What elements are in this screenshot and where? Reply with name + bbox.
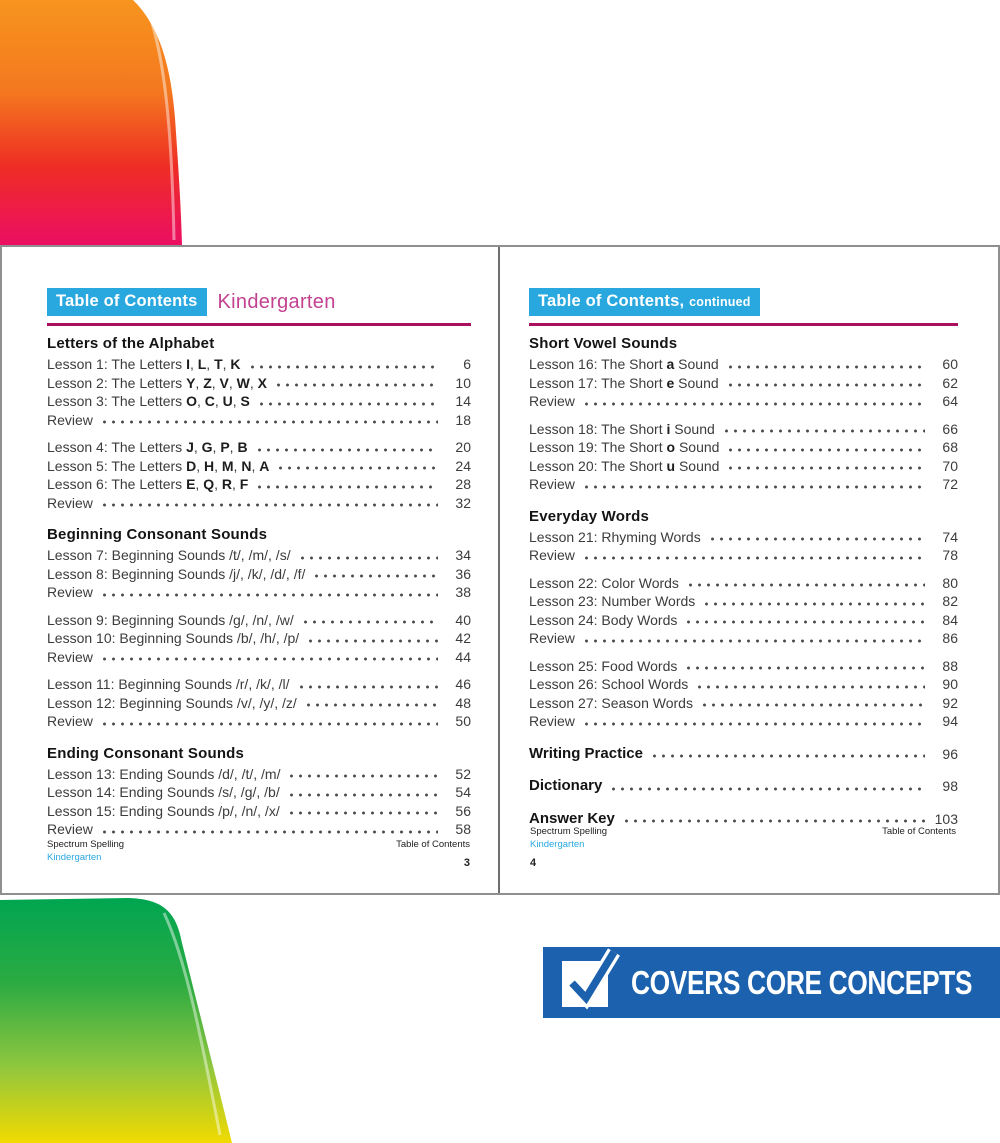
toc-entry [47,802,471,821]
footer-page-number: 3 [463,857,470,869]
toc-entry [47,629,471,648]
toc-entry [529,657,958,676]
toc-badge-suffix: continued [689,295,751,309]
header-rule [529,323,958,326]
dot-leader [312,572,438,580]
dot-leader [100,828,438,836]
toc-entry-label: Lesson 8: Beginning Sounds /j/, /k/, /d/, /f/ [47,565,306,582]
toc-entry [47,648,471,667]
toc-group [47,611,471,667]
toc-entry-page-number: 52 [455,765,471,782]
toc-entry-page-number: 78 [942,547,958,563]
cover-shape-green [0,897,240,1143]
toc-section-heading: Beginning Consonant Sounds [47,526,268,543]
toc-entry-page-number: 20 [455,439,471,455]
toc-entry-label: Review [47,494,93,511]
header-rule [47,323,471,326]
toc-entry-label: Lesson 1: The Letters I, L, T, K [47,356,241,372]
dot-leader [301,618,438,626]
dot-leader [650,752,925,760]
toc-list [529,335,958,828]
toc-list [47,335,471,839]
banner-label: COVERS CORE CONCEPTS [631,963,973,1001]
toc-entry-label: Lesson 22: Color Words [529,574,679,591]
toc-badge-label: Table of Contents [56,292,198,310]
toc-group [529,420,958,494]
dot-leader [276,464,438,472]
dot-leader [248,363,438,371]
toc-entry [47,675,471,694]
toc-page-right [500,247,998,893]
dot-leader [257,400,438,408]
toc-entry-page-number: 88 [942,657,958,674]
toc-entry-label: Lesson 18: The Short i Sound [529,420,715,437]
toc-entry-label: Lesson 3: The Letters O, C, U, S [47,393,250,409]
footer-book-title: Spectrum Spelling [530,826,608,837]
toc-entry [529,592,958,611]
toc-section-heading: Short Vowel Sounds [529,335,678,352]
dot-leader [726,446,925,454]
toc-entry-page-number: 62 [942,374,958,391]
toc-entry-label: Review [47,713,93,729]
dot-leader [684,618,925,626]
toc-section [529,744,958,764]
toc-group [47,765,471,839]
toc-entry-page-number: 86 [942,630,958,646]
toc-entry-page-number: 6 [463,356,471,372]
toc-badge [529,288,760,316]
toc-entry [47,355,471,374]
dot-leader [582,400,925,408]
toc-entry-label: Writing Practice [529,744,643,762]
toc-section [47,335,471,512]
toc-entry-label: Review [529,547,575,563]
toc-entry-page-number: 38 [455,584,471,600]
toc-entry-page-number: 84 [942,611,958,628]
toc-entry-label: Review [47,584,93,600]
page-footer [47,839,470,869]
checkmark-icon [559,949,619,1017]
toc-entry-page-number: 70 [942,457,958,474]
toc-entry [47,765,471,784]
toc-entry-page-number: 32 [455,494,471,511]
covers-core-concepts-banner [543,947,1000,1018]
toc-entry [529,675,958,694]
toc-entry [529,355,958,374]
cover-shape-orange [0,0,190,245]
toc-entry [47,783,471,802]
toc-entry-page-number: 36 [455,565,471,582]
toc-entry [47,392,471,411]
dot-leader [100,501,438,509]
toc-entry-label: Lesson 25: Food Words [529,657,678,674]
toc-entry [529,374,958,393]
toc-entry-page-number: 42 [455,630,471,646]
toc-page-left [2,247,500,893]
toc-entry-label: Review [529,630,575,646]
toc-entry [529,712,958,731]
toc-entry-page-number: 50 [455,713,471,729]
dot-leader [274,381,438,389]
dot-leader [582,554,925,562]
toc-entry [47,494,471,513]
toc-entry [47,374,471,393]
toc-entry-label: Lesson 10: Beginning Sounds /b/, /h/, /p/ [47,630,300,646]
toc-entry-label: Review [47,411,93,428]
toc-entry [47,546,471,565]
footer-grade: Kindergarten [47,852,102,863]
toc-entry-label: Answer Key [529,809,615,827]
toc-entry-label: Review [529,393,575,409]
dot-leader [287,809,438,817]
toc-entry-label: Lesson 16: The Short a Sound [529,356,719,372]
dot-leader [582,720,925,728]
toc-entry [47,411,471,430]
dot-leader [726,464,925,472]
toc-group [529,355,958,411]
footer-grade: Kindergarten [530,839,585,850]
toc-entry-page-number: 96 [942,745,958,762]
toc-entry-page-number: 103 [934,810,958,827]
toc-entry [529,528,958,547]
toc-entry [529,438,958,457]
toc-entry-label: Lesson 11: Beginning Sounds /r/, /k/, /l/ [47,676,290,692]
toc-entry [47,583,471,602]
toc-section-heading: Everyday Words [529,507,650,525]
toc-entry [47,611,471,630]
toc-entry-page-number: 44 [455,648,471,665]
toc-group [529,528,958,565]
toc-entry-page-number: 56 [455,802,471,819]
toc-entry [529,574,958,593]
dot-leader [726,363,925,371]
dot-leader [622,817,925,825]
toc-section-heading: Ending Consonant Sounds [47,744,245,762]
toc-entry-label: Lesson 9: Beginning Sounds /g/, /n/, /w/ [47,611,294,628]
toc-entry-label: Review [47,821,93,837]
toc-group [47,546,471,602]
toc-entry [529,611,958,630]
toc-entry-page-number: 48 [455,694,471,711]
toc-group [529,657,958,731]
toc-entry-page-number: 14 [455,393,471,409]
toc-entry [529,694,958,713]
dot-leader [298,554,438,562]
dot-leader [100,655,438,663]
dot-leader [700,701,925,709]
dot-leader [686,581,925,589]
toc-group [529,574,958,648]
dot-leader [100,418,438,426]
footer-page-number: 4 [530,857,537,869]
dot-leader [684,664,925,672]
toc-entry [47,565,471,584]
dot-leader [287,772,438,780]
toc-entry [529,392,958,411]
toc-entry-page-number: 74 [942,528,958,545]
footer-section-label: Table of Contents [882,826,956,837]
toc-entry [47,694,471,713]
toc-group [47,438,471,512]
dot-leader [695,683,925,691]
toc-entry-label: Lesson 2: The Letters Y, Z, V, W, X [47,374,267,391]
toc-entry-label: Lesson 14: Ending Sounds /s/, /g/, /b/ [47,784,280,800]
toc-entry [529,420,958,439]
toc-entry [529,776,958,796]
grade-title: Kindergarten [217,290,336,313]
toc-entry-label: Review [529,476,575,492]
toc-entry [529,546,958,565]
toc-entry-page-number: 66 [942,420,958,437]
page-header [47,288,471,316]
toc-entry-page-number: 82 [942,593,958,609]
toc-section [529,508,958,731]
dot-leader [255,446,438,454]
toc-entry-label: Lesson 20: The Short u Sound [529,457,720,474]
page-footer [530,826,956,869]
dot-leader [100,720,438,728]
toc-group [529,744,958,764]
toc-entry-label: Lesson 5: The Letters D, H, M, N, A [47,457,270,474]
dot-leader [726,381,925,389]
toc-entry-page-number: 64 [942,393,958,409]
toc-entry [529,629,958,648]
toc-entry [47,712,471,731]
toc-entry-label: Lesson 7: Beginning Sounds /t/, /m/, /s/ [47,547,291,563]
toc-entry [47,438,471,457]
toc-entry [47,475,471,494]
toc-group [47,355,471,429]
toc-entry [529,475,958,494]
toc-entry-label: Lesson 4: The Letters J, G, P, B [47,439,248,455]
toc-entry-label: Lesson 27: Season Words [529,694,693,711]
dot-leader [722,427,925,435]
toc-entry-page-number: 92 [942,694,958,711]
toc-entry-label: Lesson 15: Ending Sounds /p/, /n/, /x/ [47,802,280,819]
toc-entry-page-number: 68 [942,439,958,455]
toc-entry-page-number: 90 [942,676,958,692]
dot-leader [582,483,925,491]
toc-entry-page-number: 40 [455,611,471,628]
dot-leader [304,701,438,709]
toc-entry [529,457,958,476]
dot-leader [306,637,438,645]
toc-entry-label: Lesson 13: Ending Sounds /d/, /t/, /m/ [47,765,281,782]
dot-leader [100,591,438,599]
dot-leader [609,785,925,793]
toc-section [47,745,471,839]
toc-entry-page-number: 34 [455,547,471,563]
toc-badge-label: Table of Contents, [538,292,685,310]
toc-entry [47,820,471,839]
toc-entry-label: Lesson 21: Rhyming Words [529,528,701,545]
footer-section-label: Table of Contents [396,839,470,850]
toc-entry-page-number: 58 [455,821,471,837]
toc-entry-label: Lesson 19: The Short o Sound [529,439,720,455]
dot-leader [702,600,925,608]
toc-section [529,335,958,494]
toc-entry-page-number: 80 [942,574,958,591]
toc-entry-page-number: 24 [455,457,471,474]
toc-entry [47,457,471,476]
toc-entry [529,744,958,764]
toc-entry-page-number: 28 [455,476,471,492]
footer-book-title: Spectrum Spelling [47,839,125,850]
toc-entry-page-number: 94 [942,713,958,729]
dot-leader [255,483,438,491]
toc-entry-label: Lesson 12: Beginning Sounds /v/, /y/, /z/ [47,694,297,711]
page-header [529,288,958,316]
toc-group [529,776,958,796]
toc-entry-label: Lesson 26: School Words [529,676,689,692]
toc-entry-page-number: 60 [942,356,958,372]
toc-entry-page-number: 10 [455,374,471,391]
toc-entry-label: Lesson 17: The Short e Sound [529,374,719,391]
toc-section [529,776,958,796]
toc-entry-page-number: 54 [455,784,471,800]
toc-entry-label: Lesson 6: The Letters E, Q, R, F [47,476,249,492]
toc-entry-page-number: 72 [942,476,958,492]
toc-group [47,675,471,731]
toc-entry-page-number: 46 [455,676,471,692]
page-spread [0,245,1000,895]
dot-leader [287,791,438,799]
toc-section-heading: Letters of the Alphabet [47,335,215,352]
toc-entry-page-number: 98 [942,778,958,794]
toc-entry-page-number: 18 [455,411,471,428]
toc-entry-label: Dictionary [529,777,603,794]
toc-entry-label: Lesson 23: Number Words [529,593,696,609]
toc-section [47,526,471,731]
toc-badge [47,288,207,316]
dot-leader [297,683,438,691]
toc-entry-label: Lesson 24: Body Words [529,611,678,628]
toc-entry-label: Review [529,713,575,729]
dot-leader [708,535,925,543]
toc-entry-label: Review [47,648,93,665]
dot-leader [582,637,925,645]
